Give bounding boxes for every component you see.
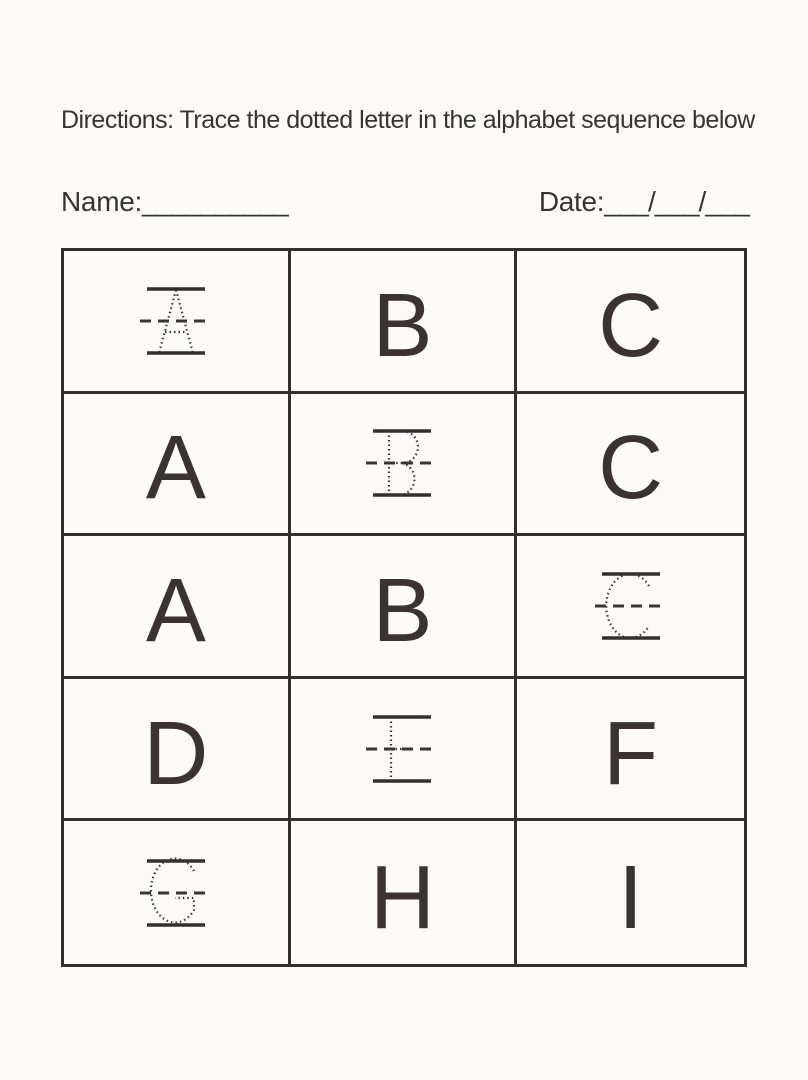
dotted-letter-path [391, 717, 418, 781]
grid-cell-letter-d [64, 679, 291, 822]
cell-letter: I [618, 847, 644, 948]
name-label: Name: [61, 186, 142, 217]
alphabet-grid [61, 248, 747, 967]
trace-letter-e [354, 708, 450, 790]
name-blank-line: __________ [141, 186, 288, 217]
grid-cell-letter-b2 [291, 536, 518, 679]
trace-letter-g [128, 852, 224, 934]
trace-letter-c [583, 565, 679, 647]
grid-cell-letter-a [64, 394, 291, 537]
cell-letter: A [145, 418, 206, 519]
grid-cell-letter-h [291, 821, 518, 964]
cell-letter: A [145, 560, 206, 661]
grid-cell-trace-g [64, 821, 291, 964]
grid-cell-trace-b [291, 394, 518, 537]
cell-letter: B [372, 560, 433, 661]
dotted-letter-path [151, 858, 194, 922]
cell-letter: B [372, 275, 433, 376]
cell-letter: F [603, 703, 659, 804]
grid-cell-letter-f [517, 679, 744, 822]
grid-cell-letter-c2 [517, 394, 744, 537]
dotted-letter-path [606, 574, 649, 638]
grid-cell-letter-i [517, 821, 744, 964]
name-field [61, 186, 288, 218]
trace-letter-a [128, 280, 224, 362]
cell-letter: H [369, 847, 435, 948]
date-label: Date: [538, 186, 605, 217]
grid-cell-trace-e [291, 679, 518, 822]
grid-cell-letter-a2 [64, 536, 291, 679]
cell-letter: D [143, 703, 209, 804]
grid-cell-letter-b [291, 251, 518, 394]
date-blank-line: ___/___/___ [604, 186, 749, 217]
grid-cell-letter-c [517, 251, 744, 394]
cell-letter: C [598, 418, 664, 519]
directions-text: Directions: Trace the dotted letter in the alphabet sequence below [61, 106, 755, 134]
name-date-row [61, 186, 749, 218]
grid-cell-trace-c [517, 536, 744, 679]
date-field [539, 186, 749, 218]
trace-letter-b [354, 422, 450, 504]
grid-cell-trace-a [64, 251, 291, 394]
cell-letter: C [598, 275, 664, 376]
